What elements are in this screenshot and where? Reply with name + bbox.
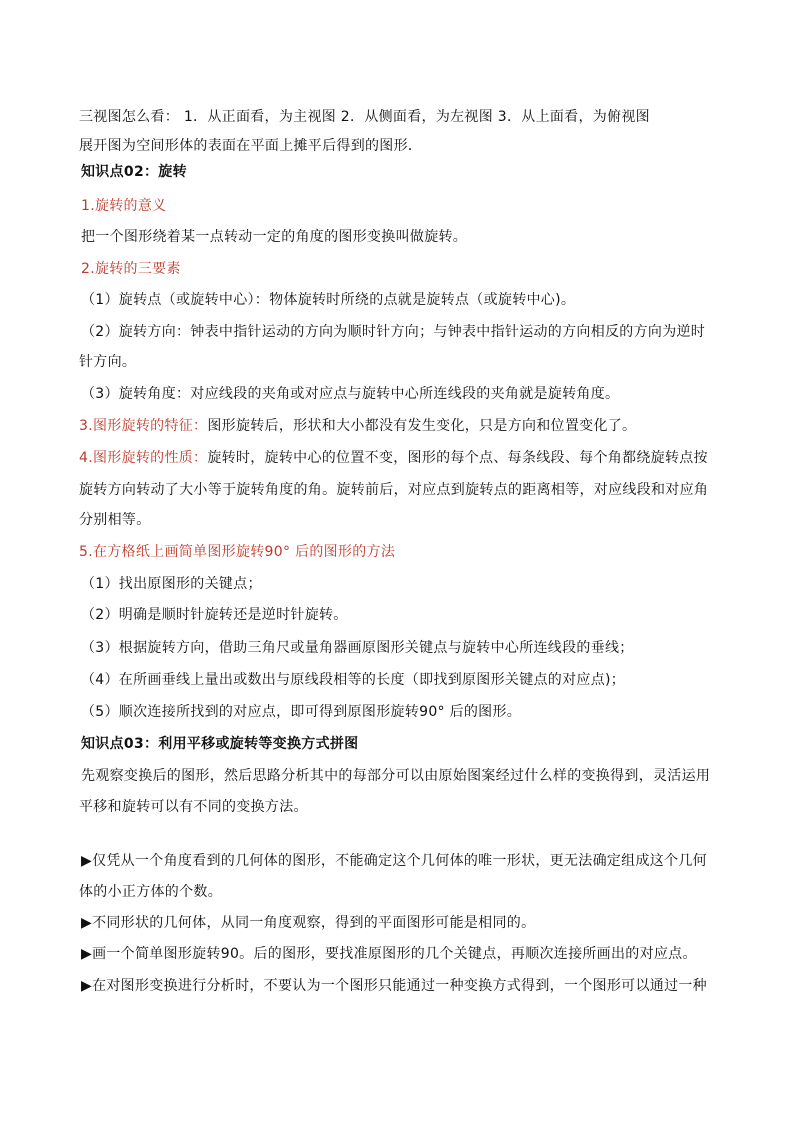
- kp02-s4-text-a: 旋转时，旋转中心的位置不变，图形的每个点、每条线段、每个角都绕旋转点按: [207, 450, 708, 466]
- kp02-s1-text: 把一个图形绕着某一点转动一定的角度的图形变换叫做旋转。: [81, 229, 468, 245]
- kp02-s5-item-1: （1）找出原图形的关键点；: [81, 576, 262, 592]
- kp02-s4-paragraph: [79, 448, 708, 468]
- note-1a: ▶仅凭从一个角度看到的几何体的图形，不能确定这个几何体的唯一形状，更无法确定组成这个几何: [81, 853, 707, 869]
- kp02-s2-item-2a: （2）旋转方向：钟表中指针运动的方向为顺时针方向；与钟表中指针运动的方向相反的方向为逆时: [81, 324, 706, 340]
- kp02-s2-item-3: （3）旋转角度：对应线段的夹角或对应点与旋转中心所连线段的夹角就是旋转角度。: [81, 386, 620, 402]
- note-4: ▶在对图形变换进行分析时，不要认为一个图形只能通过一种变换方式得到，一个图形可以通过一种: [81, 978, 707, 994]
- kp02-s5-item-5: （5）顺次连接所找到的对应点，即可得到原图形旋转90° 后的图形。: [81, 704, 522, 720]
- kp02-s5-title: 5.在方格纸上画简单图形旋转90° 后的图形的方法: [79, 544, 396, 560]
- kp03-title: 知识点03：利用平移或旋转等变换方式拼图: [81, 736, 359, 752]
- kp02-s4-label: 4.图形旋转的性质：: [79, 450, 208, 466]
- intro-line-2: 展开图为空间形体的表面在平面上摊平后得到的图形．: [79, 138, 423, 154]
- kp03-text-a: 先观察变换后的图形，然后思路分析其中的每部分可以由原始图案经过什么样的变换得到，灵活运用: [81, 768, 711, 784]
- intro-line-1: 三视图怎么看： 1．从正面看，为主视图 2．从侧面看，为左视图 3．从上面看，为俯视图: [79, 109, 650, 125]
- kp02-s5-item-4: （4）在所画垂线上量出或数出与原线段相等的长度（即找到原图形关键点的对应点)；: [81, 672, 626, 688]
- kp02-title: 知识点02：旋转: [81, 164, 187, 180]
- kp02-s1-title: 1.旋转的意义: [81, 198, 167, 214]
- kp02-s3-label: 3.图形旋转的特征：: [79, 418, 208, 434]
- note-3: ▶画一个简单图形旋转90。后的图形，要找准原图形的几个关键点，再顺次连接所画出的对应点。: [81, 946, 697, 962]
- kp02-s2-item-2b: 针方向。: [79, 354, 137, 370]
- kp02-s4-text-c: 分别相等。: [79, 512, 151, 528]
- kp03-text-b: 平移和旋转可以有不同的变换方法。: [79, 799, 308, 815]
- note-2: ▶不同形状的几何体，从同一角度观察，得到的平面图形可能是相同的。: [81, 915, 536, 931]
- note-1b: 体的小正方体的个数。: [79, 884, 222, 900]
- kp02-s2-item-1: （1）旋转点（或旋转中心）：物体旋转时所绕的点就是旋转点（或旋转中心)。: [81, 292, 576, 308]
- kp02-s2-title: 2.旋转的三要素: [81, 261, 181, 277]
- kp02-s5-item-3: （3）根据旋转方向，借助三角尺或量角器画原图形关键点与旋转中心所连线段的垂线；: [81, 640, 634, 656]
- kp02-s3-text: 图形旋转后，形状和大小都没有发生变化，只是方向和位置变化了。: [207, 418, 637, 434]
- kp02-s3-paragraph: [79, 416, 636, 436]
- kp02-s5-item-2: （2）明确是顺时针旋转还是逆时针旋转。: [81, 607, 348, 623]
- kp02-s4-text-b: 旋转方向转动了大小等于旋转角度的角。旋转前后，对应点到旋转点的距离相等，对应线段和对应角: [79, 482, 709, 498]
